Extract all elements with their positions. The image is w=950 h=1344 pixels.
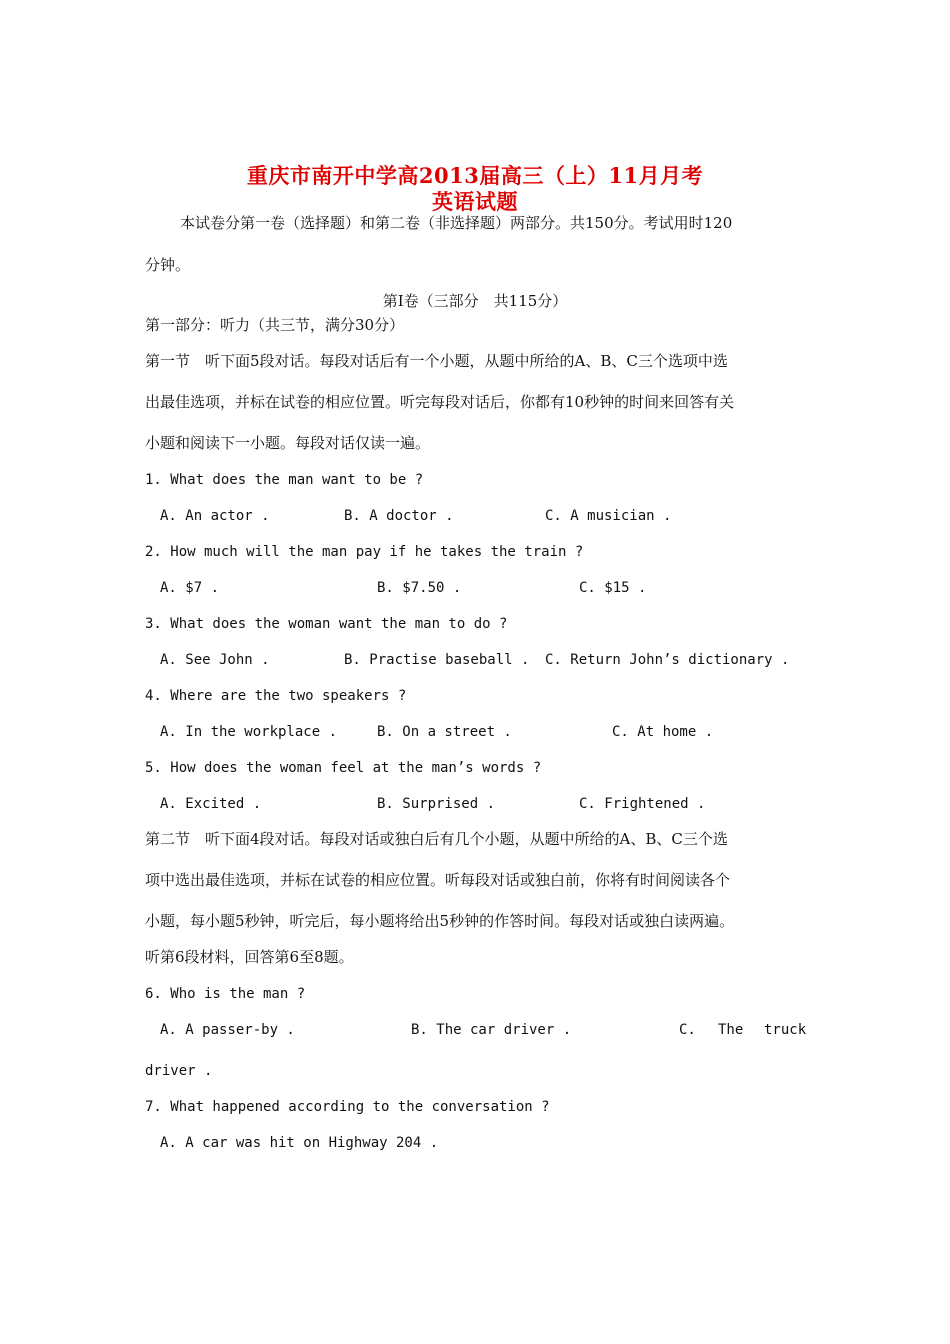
question-5-option-c: C. Frightened .: [579, 796, 706, 812]
question-5: 5. How does the woman feel at the man’s words ?: [145, 760, 542, 776]
question-6-option-c-label: C.: [679, 1022, 696, 1038]
question-1: 1. What does the man want to be ?: [145, 472, 424, 488]
question-3: 3. What does the woman want the man to do ?: [145, 616, 508, 632]
question-7: 7. What happened according to the conversation ?: [145, 1099, 550, 1115]
question-5-option-a: A. Excited .: [160, 796, 262, 812]
question-4-option-c: C. At home .: [612, 724, 714, 740]
question-4: 4. Where are the two speakers ?: [145, 688, 407, 704]
question-6-option-a: A. A passer-by .: [160, 1022, 295, 1038]
question-2-option-a: A. $7 .: [160, 580, 220, 596]
question-6-option-c-word-1: The: [718, 1022, 744, 1038]
section1-line-2: 出最佳选项，并标在试卷的相应位置。听完每段对话后，你都有10秒钟的时间来回答有关: [145, 393, 735, 411]
question-1-option-b: B. A doctor .: [344, 508, 454, 524]
question-2: 2. How much will the man pay if he takes the train ?: [145, 544, 584, 560]
question-6: 6. Who is the man ?: [145, 986, 306, 1002]
question-4-option-b: B. On a street .: [377, 724, 512, 740]
question-3-option-c: C. Return John’s dictionary .: [545, 652, 790, 668]
volume-heading: 第I卷（三部分 共115分）: [382, 292, 568, 310]
question-5-option-b: B. Surprised .: [377, 796, 496, 812]
question-1-option-c: C. A musician .: [545, 508, 672, 524]
exam-title: 重庆市南开中学高2013届高三（上）11月月考: [246, 163, 704, 188]
question-7-option-a: A. A car was hit on Highway 204 .: [160, 1135, 439, 1151]
section2-line-1: 第二节 听下面4段对话。每段对话或独白后有几个小题，从题中所给的A、B、C三个选: [145, 830, 728, 848]
question-4-option-a: A. In the workplace .: [160, 724, 338, 740]
section2-line-4: 听第6段材料，回答第6至8题。: [145, 948, 354, 966]
question-1-option-a: A. An actor .: [160, 508, 270, 524]
section1-line-3: 小题和阅读下一小题。每段对话仅读一遍。: [145, 434, 431, 452]
intro-line-1: 本试卷分第一卷（选择题）和第二卷（非选择题）两部分。共150分。考试用时120: [180, 214, 733, 232]
section2-line-2: 项中选出最佳选项，并标在试卷的相应位置。听每段对话或独白前，你将有时间阅读各个: [145, 871, 731, 889]
intro-line-2: 分钟。: [145, 256, 191, 274]
question-6-option-c-word-2: truck: [764, 1022, 807, 1038]
exam-subtitle: 英语试题: [432, 189, 518, 214]
question-6-option-c-wrap: driver .: [145, 1063, 213, 1079]
question-2-option-c: C. $15 .: [579, 580, 647, 596]
question-3-option-b: B. Practise baseball .: [344, 652, 530, 668]
question-2-option-b: B. $7.50 .: [377, 580, 462, 596]
section1-line-1: 第一节 听下面5段对话。每段对话后有一个小题，从题中所给的A、B、C三个选项中选: [145, 352, 728, 370]
part1-heading: 第一部分：听力（共三节，满分30分）: [145, 316, 405, 334]
section2-line-3: 小题，每小题5秒钟，听完后，每小题将给出5秒钟的作答时间。每段对话或独白读两遍。: [145, 912, 735, 930]
question-6-option-b: B. The car driver .: [411, 1022, 572, 1038]
question-3-option-a: A. See John .: [160, 652, 270, 668]
